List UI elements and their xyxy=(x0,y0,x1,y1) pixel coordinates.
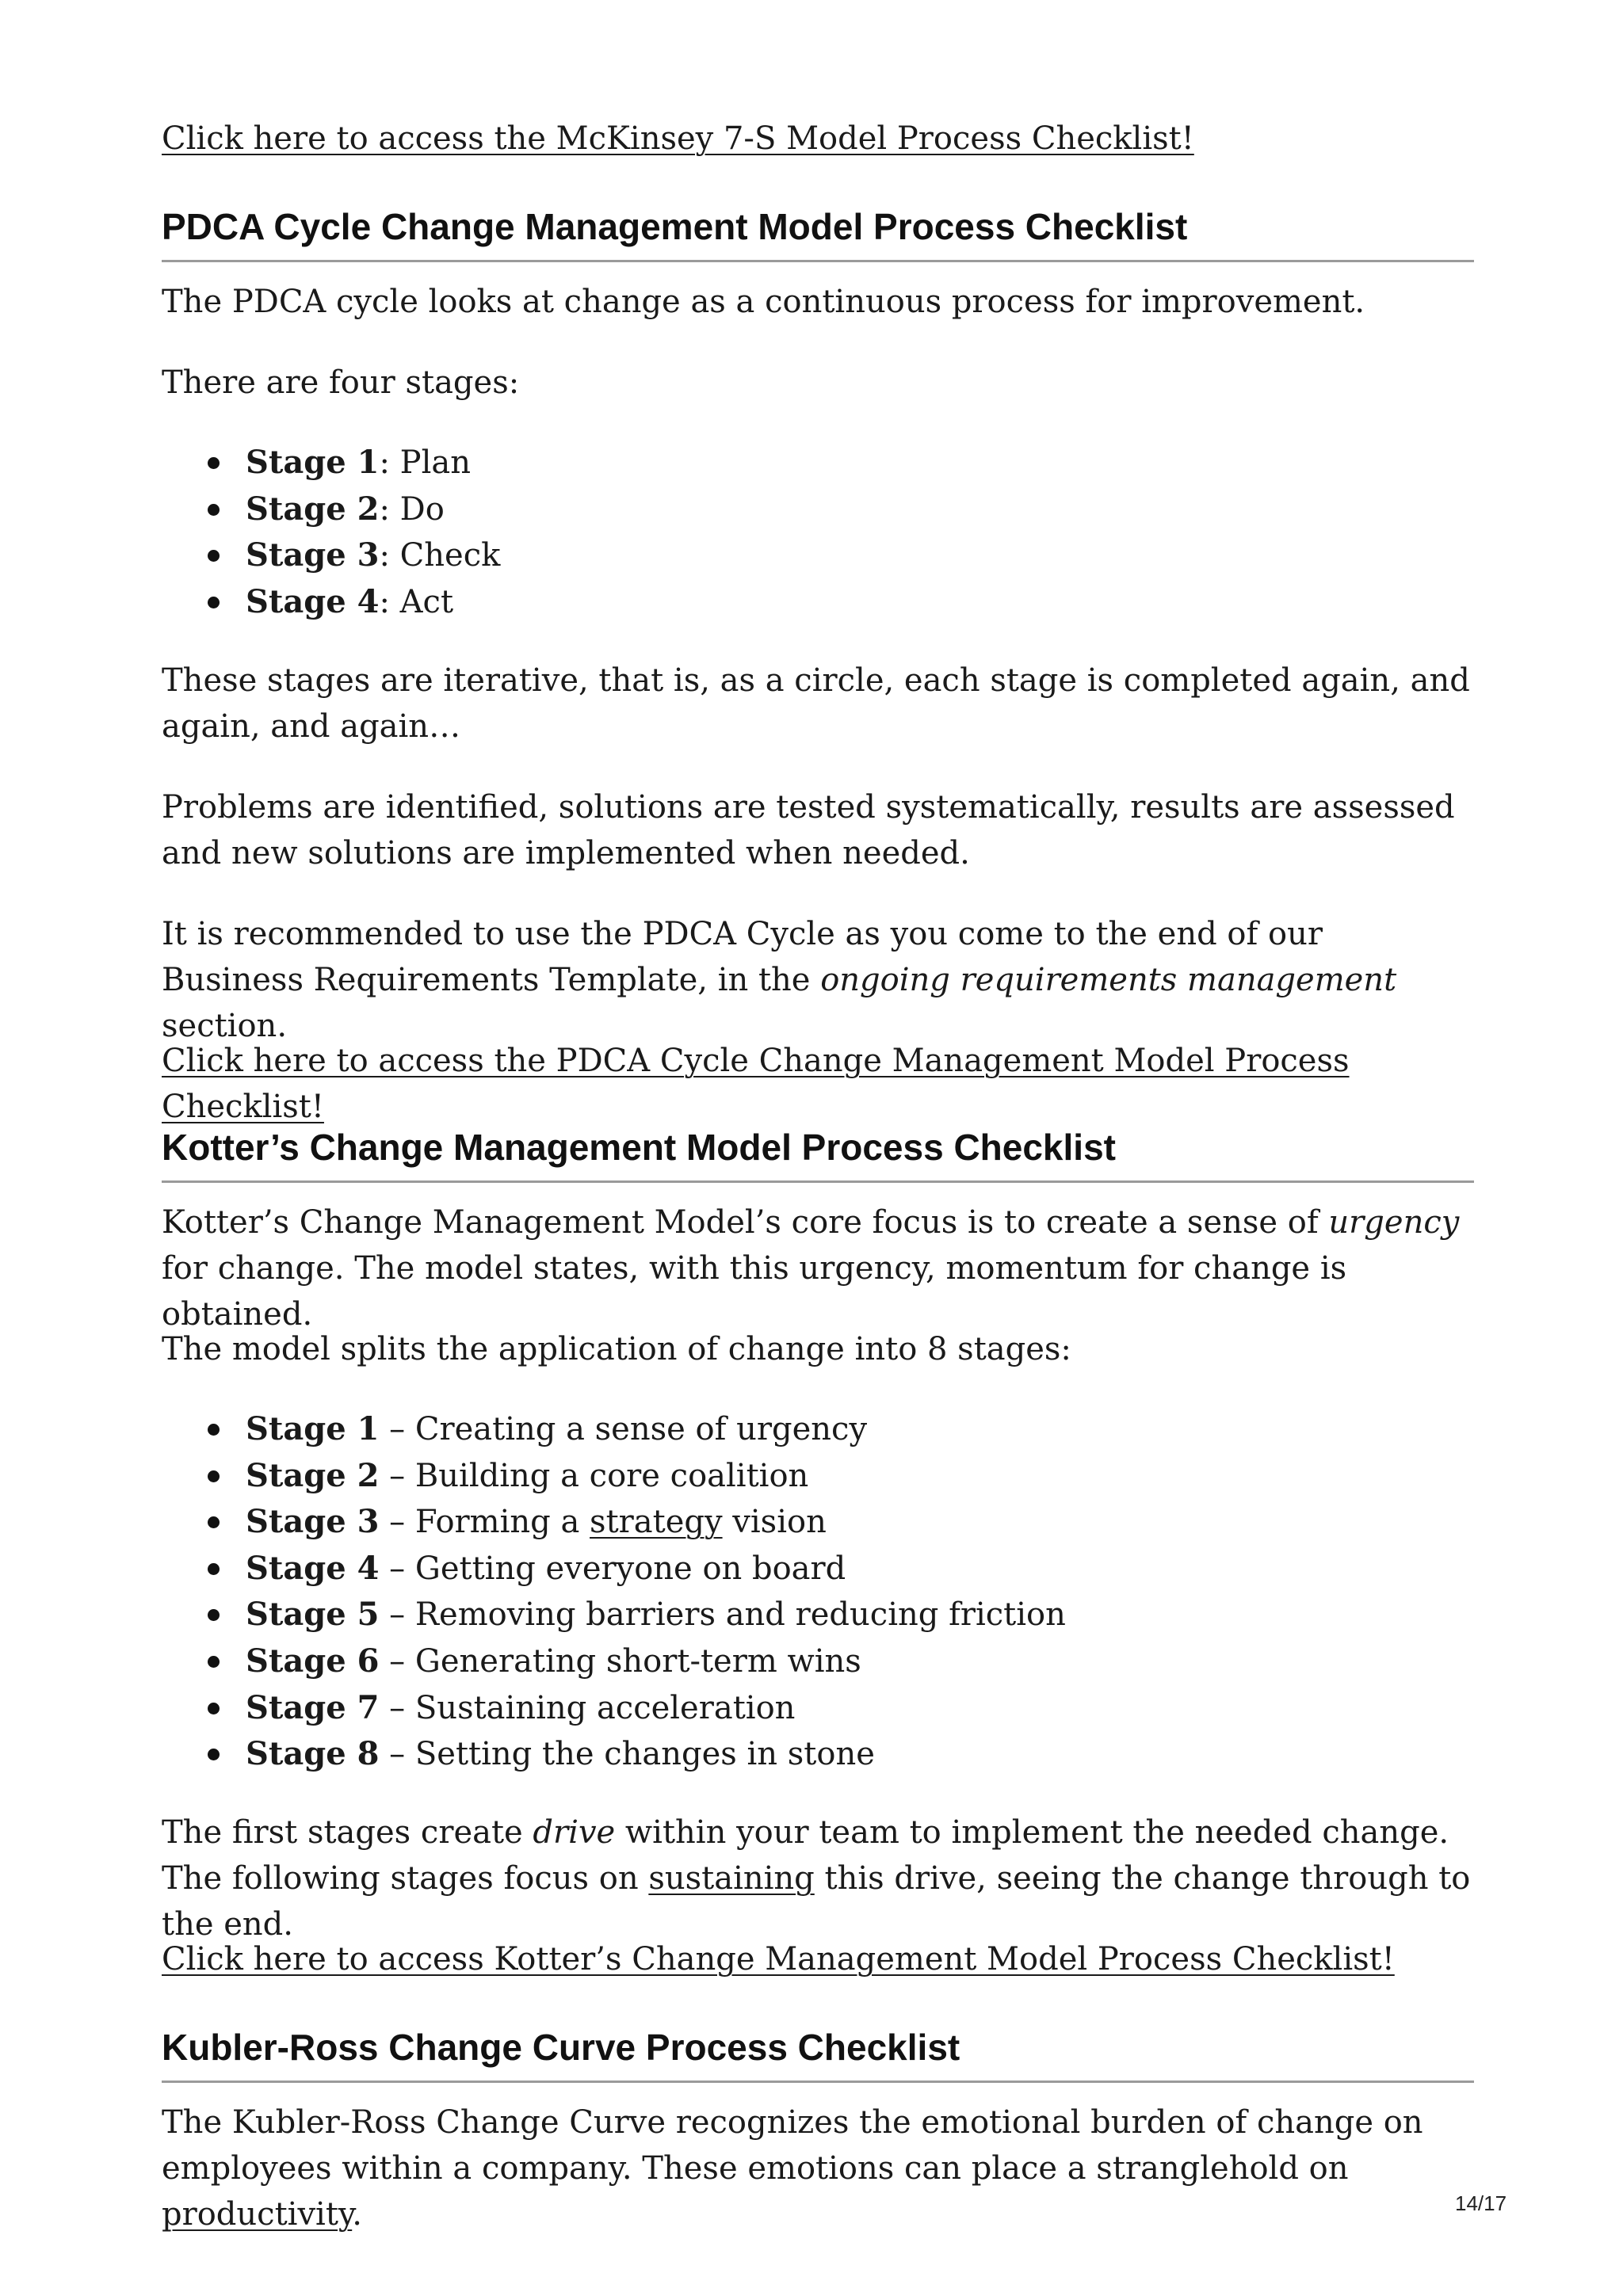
pdca-intro: The PDCA cycle looks at change as a continuous process for improvement. xyxy=(162,284,1365,320)
pdca-recommend-paragraph: It is recommended to use the PDCA Cycle as you come to the end of our Business Requirements Template, in the ongoing requirements management section. xyxy=(162,916,1397,1044)
bullet-icon xyxy=(208,597,220,608)
kotter-focus-paragraph: Kotter’s Change Management Model’s core focus is to create a sense of urgency for change. The model states, with this urgency, momentum for change is obtained. xyxy=(162,1204,1460,1333)
kotter-stage-item: Stage 7 – Sustaining acceleration xyxy=(162,1685,1474,1732)
pdca-stages-lead: There are four stages: xyxy=(162,364,520,401)
kotter-stage-item: Stage 1 – Creating a sense of urgency xyxy=(162,1406,1474,1453)
kotter-stage-item: Stage 8 – Setting the changes in stone xyxy=(162,1731,1474,1778)
kotter-stage-item: Stage 4 – Getting everyone on board xyxy=(162,1546,1474,1592)
pdca-stage-item: Stage 3: Check xyxy=(162,532,1474,579)
kotter-heading: Kotter’s Change Management Model Process Checklist xyxy=(162,1127,1116,1168)
pdca-stage-item: Stage 4: Act xyxy=(162,579,1474,626)
bullet-icon xyxy=(208,1703,220,1714)
bullet-icon xyxy=(208,1749,220,1760)
pdca-stage-list xyxy=(162,440,1474,625)
bullet-icon xyxy=(208,1470,220,1482)
kubler-heading: Kubler-Ross Change Curve Process Checklist xyxy=(162,2027,960,2068)
sustaining-link[interactable]: sustaining xyxy=(648,1860,815,1897)
kotter-stages-lead: The model splits the application of change into 8 stages: xyxy=(162,1331,1071,1367)
kotter-stage-item: Stage 6 – Generating short-term wins xyxy=(162,1638,1474,1685)
pdca-checklist-link[interactable]: Click here to access the PDCA Cycle Change Management Model Process Checklist! xyxy=(162,1043,1350,1125)
kotter-drive-paragraph: The first stages create drive within your team to implement the needed change. The following stages focus on sustaining this drive, seeing the change through to the end. xyxy=(162,1814,1471,1943)
bullet-icon xyxy=(208,1516,220,1528)
bullet-icon xyxy=(208,457,220,469)
kotter-heading-rule xyxy=(162,1180,1474,1183)
bullet-icon xyxy=(208,1656,220,1668)
kubler-text-paragraph: The Kubler-Ross Change Curve recognizes the emotional burden of change on employees within a company. These emotions can place a stranglehold on productivity. xyxy=(162,2104,1423,2233)
kotter-checklist-paragraph xyxy=(162,1936,1474,1982)
kotter-stage-item: Stage 3 – Forming a strategy vision xyxy=(162,1499,1474,1546)
kotter-stage-item: Stage 2 – Building a core coalition xyxy=(162,1453,1474,1500)
kotter-stage-item: Stage 5 – Removing barriers and reducing friction xyxy=(162,1592,1474,1638)
pdca-heading: PDCA Cycle Change Management Model Process Checklist xyxy=(162,206,1188,247)
bullet-icon xyxy=(208,1424,220,1436)
pdca-stage-item: Stage 2: Do xyxy=(162,486,1474,533)
pdca-iterative-paragraph: These stages are iterative, that is, as a circle, each stage is completed again, and again, and again… xyxy=(162,662,1470,745)
bullet-icon xyxy=(208,550,220,562)
productivity-link[interactable]: productivity xyxy=(162,2196,353,2233)
page-number: 14/17 xyxy=(1455,2191,1507,2215)
bullet-icon xyxy=(208,504,220,516)
kotter-stage-list xyxy=(162,1406,1474,1778)
bullet-icon xyxy=(208,1609,220,1621)
kubler-heading-rule xyxy=(162,2081,1474,2083)
pdca-checklist-paragraph xyxy=(162,1038,1474,1130)
pdca-stage-item: Stage 1: Plan xyxy=(162,440,1474,486)
mckinsey-checklist-paragraph xyxy=(162,116,1474,162)
strategy-link[interactable]: strategy xyxy=(590,1504,723,1541)
bullet-icon xyxy=(208,1563,220,1575)
pdca-problems-paragraph: Problems are identified, solutions are tested systematically, results are assessed and new solutions are implemented when needed. xyxy=(162,789,1455,871)
pdca-heading-rule xyxy=(162,260,1474,262)
kotter-checklist-link[interactable]: Click here to access Kotter’s Change Management Model Process Checklist! xyxy=(162,1941,1395,1978)
mckinsey-checklist-link[interactable]: Click here to access the McKinsey 7-S Model Process Checklist! xyxy=(162,120,1194,157)
